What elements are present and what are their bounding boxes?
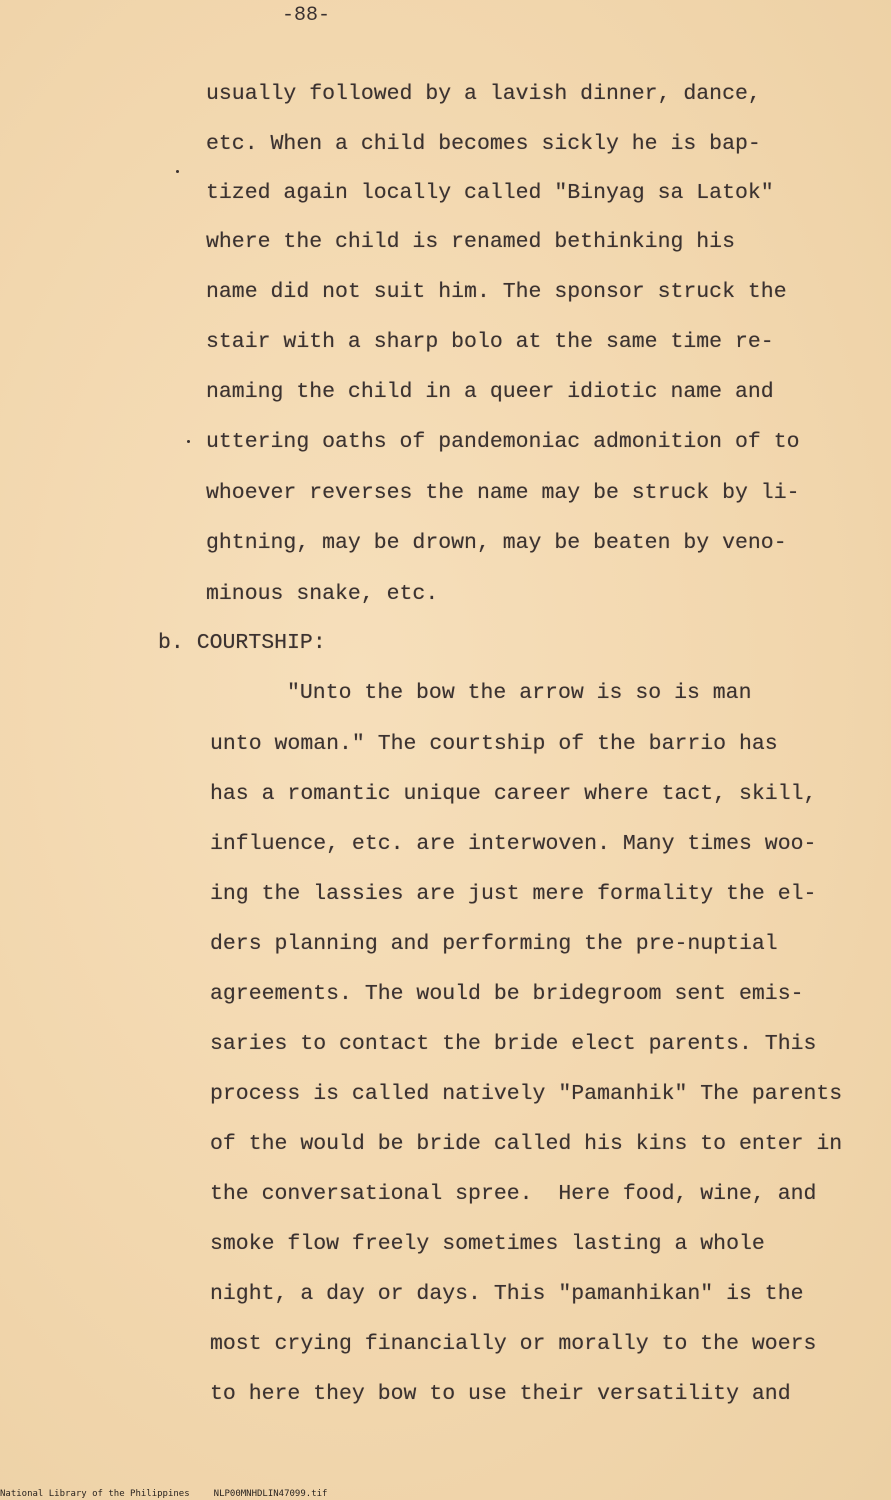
- footer-filename: NLP00MNHDLIN47099.tif: [213, 1489, 328, 1499]
- text-line: minous snake, etc.: [206, 582, 439, 606]
- text-line: name did not suit him. The sponsor struck the: [206, 280, 787, 304]
- text-line: has a romantic unique career where tact, skill,: [210, 782, 817, 806]
- text-line: the conversational spree. Here food, wine, and: [210, 1182, 817, 1206]
- text-line: unto woman." The courtship of the barrio has: [210, 732, 778, 756]
- text-line: stair with a sharp bolo at the same time re-: [206, 330, 774, 354]
- text-line: most crying financially or morally to the woers: [210, 1332, 817, 1356]
- text-line: agreements. The would be bridegroom sent emis-: [210, 982, 804, 1006]
- text-line: ghtning, may be drown, may be beaten by veno-: [206, 531, 787, 555]
- text-line: ing the lassies are just mere formality the el-: [210, 882, 817, 906]
- text-line: tized again locally called "Binyag sa Latok": [206, 181, 774, 205]
- scan-footer: [0, 1489, 351, 1499]
- text-line: influence, etc. are interwoven. Many times woo-: [210, 832, 817, 856]
- text-line: where the child is renamed bethinking his: [206, 230, 735, 254]
- footer-library: National Library of the Philippines: [0, 1489, 190, 1499]
- text-line: "Unto the bow the arrow is so is man: [287, 681, 752, 705]
- text-line: saries to contact the bride elect parents. This: [210, 1032, 817, 1056]
- text-line: ders planning and performing the pre-nuptial: [210, 932, 778, 956]
- page-number: -88-: [282, 4, 331, 27]
- text-line: to here they bow to use their versatility and: [210, 1382, 791, 1406]
- text-line: naming the child in a queer idiotic name and: [206, 380, 774, 404]
- section-heading: b. COURTSHIP:: [158, 631, 326, 655]
- text-line: smoke flow freely sometimes lasting a whole: [210, 1232, 765, 1256]
- margin-mark: [176, 170, 179, 173]
- text-line: process is called natively "Pamanhik" The parents: [210, 1082, 843, 1106]
- text-line: of the would be bride called his kins to enter in: [210, 1132, 843, 1156]
- text-line: night, a day or days. This "pamanhikan" is the: [210, 1282, 804, 1306]
- margin-mark: [187, 440, 190, 443]
- text-line: etc. When a child becomes sickly he is bap-: [206, 132, 761, 156]
- text-line: usually followed by a lavish dinner, dance,: [206, 82, 761, 106]
- text-line: whoever reverses the name may be struck by li-: [206, 481, 800, 505]
- text-line: uttering oaths of pandemoniac admonition of to: [206, 430, 800, 454]
